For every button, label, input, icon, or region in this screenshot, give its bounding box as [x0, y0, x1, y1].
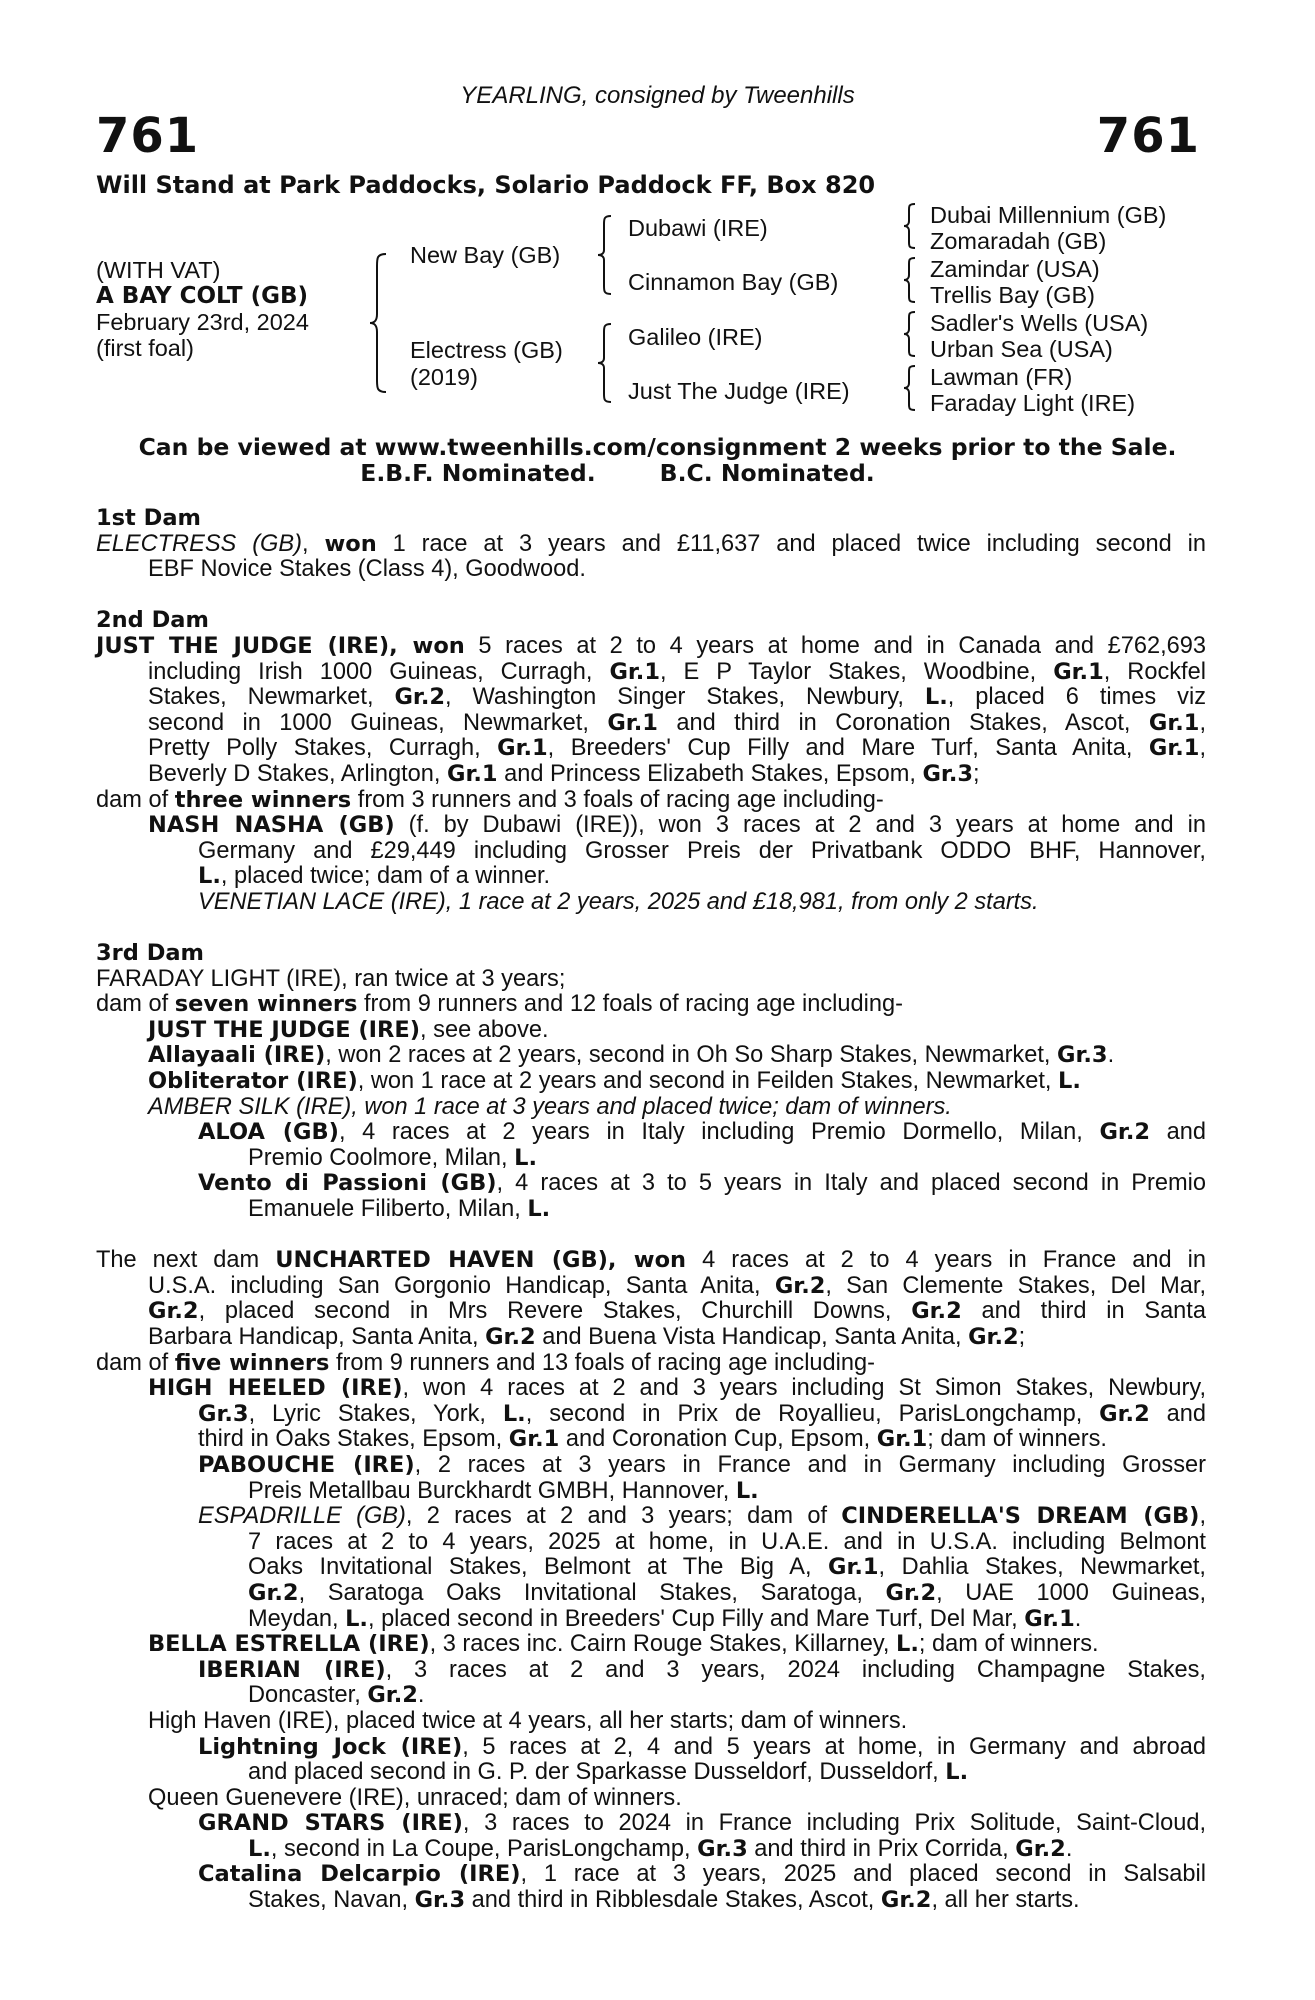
sire-dam-brace	[368, 252, 390, 394]
first-dam-line: EBF Novice Stakes (Class 4), Goodwood.	[148, 556, 586, 583]
second-dam-line: VENETIAN LACE (IRE), 1 race at 2 years, 2025 and £18,981, from only 2 starts.	[198, 888, 1039, 915]
next-dam-line: Doncaster, Gr.2.	[248, 1682, 425, 1709]
next-dam-line: PABOUCHE (IRE), 2 races at 3 years in France and in Germany including Grosser	[198, 1451, 1206, 1478]
pedigree-ssd: Zomaradah (GB)	[930, 228, 1107, 254]
next-dam-line: Preis Metallbau Burckhardt GMBH, Hannover, L.	[248, 1477, 759, 1504]
pedigree-dsd: Urban Sea (USA)	[930, 336, 1113, 362]
second-dam-line: NASH NASHA (GB) (f. by Dubawi (IRE)), won 3 races at 2 and 3 years at home and in	[148, 812, 1206, 839]
third-dam-line: Vento di Passioni (GB), 4 races at 3 to 5 years in Italy and placed second in Premio	[198, 1170, 1206, 1197]
first-dam-line: ELECTRESS (GB), won 1 race at 3 years and £11,637 and placed twice including second in	[96, 530, 1206, 557]
consignor-line: YEARLING, consigned by Tweenhills	[460, 82, 855, 109]
next-dam-line: The next dam UNCHARTED HAVEN (GB), won 4 races at 2 to 4 years in France and in	[96, 1247, 1206, 1274]
second-dam-line: Germany and £29,449 including Grosser Preis der Privatbank ODDO BHF, Hannover,	[198, 837, 1206, 864]
next-dam-line: Barbara Handicap, Santa Anita, Gr.2 and Buena Vista Handicap, Santa Anita, Gr.2;	[148, 1324, 1026, 1350]
next-dam-line: 7 races at 2 to 4 years, 2025 at home, in U.A.E. and in U.S.A. including Belmont	[248, 1528, 1206, 1555]
next-dam-line: dam of five winners from 9 runners and 13 foals of racing age including-	[96, 1349, 876, 1376]
next-dam-line: Oaks Invitational Stakes, Belmont at The Big A, Gr.1, Dahlia Stakes, Newmarket,	[248, 1554, 1206, 1581]
dam-brace	[596, 322, 614, 404]
section-heading-1st-dam: 1st Dam	[96, 505, 201, 531]
pedigree-dam-sire: Galileo (IRE)	[628, 324, 763, 350]
next-dam-line: Meydan, L., placed second in Breeders' Cup Filly and Mare Turf, Del Mar, Gr.1.	[248, 1605, 1082, 1632]
next-dam-line: Stakes, Navan, Gr.3 and third in Ribblesdale Stakes, Ascot, Gr.2, all her starts.	[248, 1887, 1080, 1914]
lot-number-left: 761	[96, 108, 200, 164]
second-dam-line: Stakes, Newmarket, Gr.2, Washington Singer Stakes, Newbury, L., placed 6 times viz	[148, 684, 1206, 711]
stabling-location: Will Stand at Park Paddocks, Solario Paddock FF, Box 820	[96, 171, 876, 199]
second-dam-line: second in 1000 Guineas, Newmarket, Gr.1 and third in Coronation Stakes, Ascot, Gr.1,	[148, 709, 1206, 736]
third-dam-line: FARADAY LIGHT (IRE), ran twice at 3 years;	[96, 965, 566, 992]
next-dam-line: Lightning Jock (IRE), 5 races at 2, 4 and 5 years at home, in Germany and abroad	[198, 1733, 1206, 1760]
next-dam-line: Gr.2, placed second in Mrs Revere Stakes, Churchill Downs, Gr.2 and third in Santa	[148, 1298, 1206, 1325]
next-dam-line: L., second in La Coupe, ParisLongchamp, Gr.3 and third in Prix Corrida, Gr.2.	[248, 1835, 1073, 1862]
third-dam-line: dam of seven winners from 9 runners and 12 foals of racing age including-	[96, 991, 904, 1018]
vat-note: (WITH VAT)	[96, 257, 221, 283]
pedigree-dss: Sadler's Wells (USA)	[930, 310, 1149, 336]
third-dam-line: ALOA (GB), 4 races at 2 years in Italy including Premio Dormello, Milan, Gr.2 and	[198, 1119, 1207, 1146]
foal-note: (first foal)	[96, 335, 194, 361]
next-dam-line: BELLA ESTRELLA (IRE), 3 races inc. Cairn Rouge Stakes, Killarney, L.; dam of winners.	[148, 1631, 1099, 1658]
next-dam-line: HIGH HEELED (IRE), won 4 races at 2 and 3 years including St Simon Stakes, Newbury,	[148, 1375, 1206, 1402]
ebf-note: E.B.F. Nominated. B.C. Nominated.	[360, 459, 875, 487]
third-dam-line: Premio Coolmore, Milan, L.	[248, 1144, 538, 1171]
pedigree-dds: Lawman (FR)	[930, 364, 1073, 390]
third-dam-line: AMBER SILK (IRE), won 1 race at 3 years and placed twice; dam of winners.	[148, 1093, 952, 1120]
produce-record	[96, 506, 1206, 1914]
next-dam-line: U.S.A. including San Gorgonio Handicap, Santa Anita, Gr.2, San Clemente Stakes, Del Mar,	[148, 1272, 1206, 1299]
third-dam-line: Emanuele Filiberto, Milan, L.	[248, 1196, 551, 1223]
second-dam-line: dam of three winners from 3 runners and 3 foals of racing age including-	[96, 786, 884, 813]
horse-name: A BAY COLT (GB)	[96, 283, 309, 309]
pedigree-sds: Zamindar (USA)	[930, 256, 1100, 282]
next-dam-line: Gr.2, Saratoga Oaks Invitational Stakes, Saratoga, Gr.2, UAE 1000 Guineas,	[248, 1579, 1206, 1606]
lot-number-right: 761	[1096, 108, 1200, 164]
brace-dubawi	[902, 202, 918, 250]
pedigree-sire-dam: Cinnamon Bay (GB)	[628, 269, 839, 295]
horse-dob: February 23rd, 2024	[96, 309, 309, 335]
pedigree-sss: Dubai Millennium (GB)	[930, 202, 1167, 228]
next-dam-line: and placed second in G. P. der Sparkasse Dusseldorf, Dusseldorf, L.	[248, 1759, 969, 1786]
brace-galileo	[902, 310, 918, 358]
next-dam-line: High Haven (IRE), placed twice at 4 years, all her starts; dam of winners.	[148, 1707, 908, 1734]
next-dam-line: Catalina Delcarpio (IRE), 1 race at 3 years, 2025 and placed second in Salsabil	[198, 1861, 1206, 1888]
pedigree-dam-dam: Just The Judge (IRE)	[628, 378, 850, 404]
third-dam-line: JUST THE JUDGE (IRE), see above.	[148, 1016, 549, 1043]
next-dam-line: ESPADRILLE (GB), 2 races at 2 and 3 years; dam of CINDERELLA'S DREAM (GB),	[198, 1503, 1206, 1530]
section-heading-3rd-dam: 3rd Dam	[96, 940, 204, 967]
pedigree-dam: Electress (GB)	[410, 337, 563, 363]
pedigree-dam-year: (2019)	[410, 364, 478, 390]
next-dam-line: third in Oaks Stakes, Epsom, Gr.1 and Coronation Cup, Epsom, Gr.1; dam of winners.	[198, 1426, 1107, 1453]
brace-just-the-judge	[902, 364, 918, 412]
section-heading-2nd-dam: 2nd Dam	[96, 607, 209, 634]
second-dam-line: JUST THE JUDGE (IRE), won 5 races at 2 to 4 years at home and in Canada and £762,693	[96, 632, 1206, 659]
second-dam-line: including Irish 1000 Guineas, Curragh, Gr.1, E P Taylor Stakes, Woodbine, Gr.1, Rockfel	[148, 658, 1206, 685]
pedigree-ddd: Faraday Light (IRE)	[930, 390, 1136, 416]
third-dam-line: Obliterator (IRE), won 1 race at 2 years and second in Feilden Stakes, Newmarket, L.	[148, 1068, 1081, 1095]
pedigree-sdd: Trellis Bay (GB)	[930, 282, 1095, 308]
second-dam-line: Pretty Polly Stakes, Curragh, Gr.1, Breeders' Cup Filly and Mare Turf, Santa Anita, Gr.1,	[148, 735, 1206, 762]
brace-cinnamon-bay	[902, 256, 918, 304]
next-dam-line: Queen Guenevere (IRE), unraced; dam of winners.	[148, 1784, 682, 1811]
second-dam-line: Beverly D Stakes, Arlington, Gr.1 and Princess Elizabeth Stakes, Epsom, Gr.3;	[148, 760, 980, 787]
next-dam-line: GRAND STARS (IRE), 3 races to 2024 in France including Prix Solitude, Saint-Cloud,	[198, 1810, 1206, 1837]
pedigree-sire-sire: Dubawi (IRE)	[628, 215, 768, 241]
viewing-note: Can be viewed at www.tweenhills.com/consignment 2 weeks prior to the Sale.	[138, 433, 1177, 461]
sire-brace	[596, 214, 614, 296]
pedigree-sire: New Bay (GB)	[410, 242, 561, 268]
next-dam-line: IBERIAN (IRE), 3 races at 2 and 3 years, 2024 including Champagne Stakes,	[198, 1656, 1206, 1683]
third-dam-line: Allayaali (IRE), won 2 races at 2 years, second in Oh So Sharp Stakes, Newmarket, Gr.3.	[148, 1042, 1115, 1069]
next-dam-line: Gr.3, Lyric Stakes, York, L., second in Prix de Royallieu, ParisLongchamp, Gr.2 and	[198, 1400, 1207, 1427]
second-dam-line: L., placed twice; dam of a winner.	[198, 863, 551, 890]
